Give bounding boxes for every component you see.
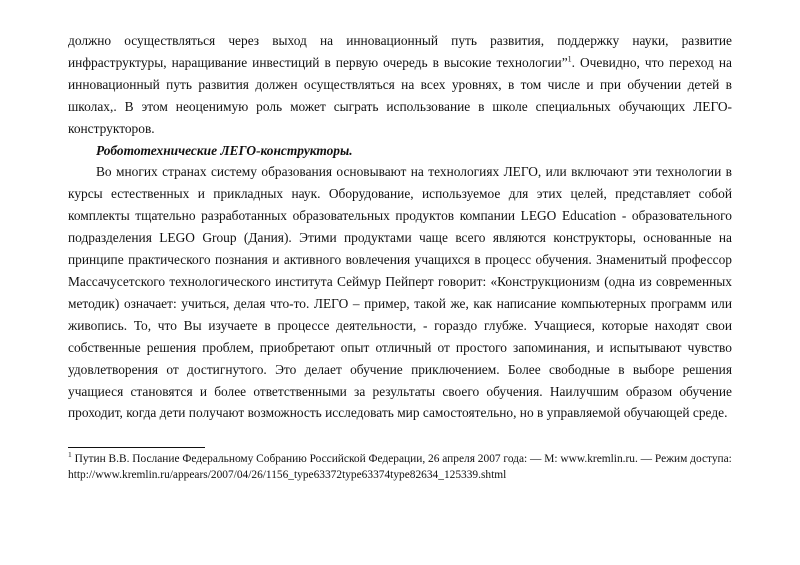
footnote	[68, 452, 732, 483]
section-heading: Робототехнические ЛЕГО-конструкторы.	[96, 142, 353, 158]
footnote-separator	[68, 447, 205, 448]
paragraph-innovation-text-b: . Очевидно, что переход на инновационный путь развития должен осуществляться на всех уровнях, в том числе и при обучении детей в школах,. В этом неоценимую роль может сыграть использование в школе специальных обучающих ЛЕГО-конструкторов.	[68, 54, 732, 136]
paragraph-innovation	[68, 30, 732, 140]
footnote-mark: 1	[68, 450, 72, 460]
footnote-text: Путин В.В. Послание Федеральному Собранию Российской Федерации, 26 апреля 2007 года: — М: www.kremlin.ru. — Режим доступа: http://www.kremlin.ru/appears/2007/04/26/1156_type63372type63374type82634_125339.shtml	[68, 453, 732, 481]
paragraph-innovation-text-a: должно осуществляться через выход на инновационный путь развития, поддержку науки, развитие инфраструктуры, наращивание инвестиций в первую очередь в высокие технологии”	[68, 33, 732, 70]
footnote-reference[interactable]: 1	[567, 54, 572, 64]
body-text	[68, 30, 732, 424]
paragraph-lego: Во многих странах систему образования основывают на технологиях ЛЕГО, или включают эти технологии в курсы естественных и прикладных наук. Оборудование, используемое для этих целей, представляет собой комплекты тщательно разработанных образовательных продуктов компании LEGO Education - образовательного подразделения LEGO Group (Дания). Этими продуктами чаще всего являются конструкторы, основанные на принципе практического познания и активного вовлечения учащихся в процесс обучения. Знаменитый профессор Массачусетского технологического института Сеймур Пейперт говорит: «Конструкционизм (одна из современных методик) означает: учиться, делая что-то. ЛЕГО – пример, такой же, как написание компьютерных программ или живопись. То, что Вы изучаете в процессе деятельности, - гораздо глубже. Учащиеся, которые находят свои собственные решения проблем, приобретают опыт отличный от простого запоминания, и испытывают чувство удовлетворения от достигнутого. Это делает обучение приключением. Более свободные в выборе решения учащиеся становятся и более ответственными за результаты своего обучения. Наилучшим образом обучение проходит, когда дети получают возможность исследовать мир самостоятельно, но в управляемой обучающей среде.	[68, 164, 732, 421]
